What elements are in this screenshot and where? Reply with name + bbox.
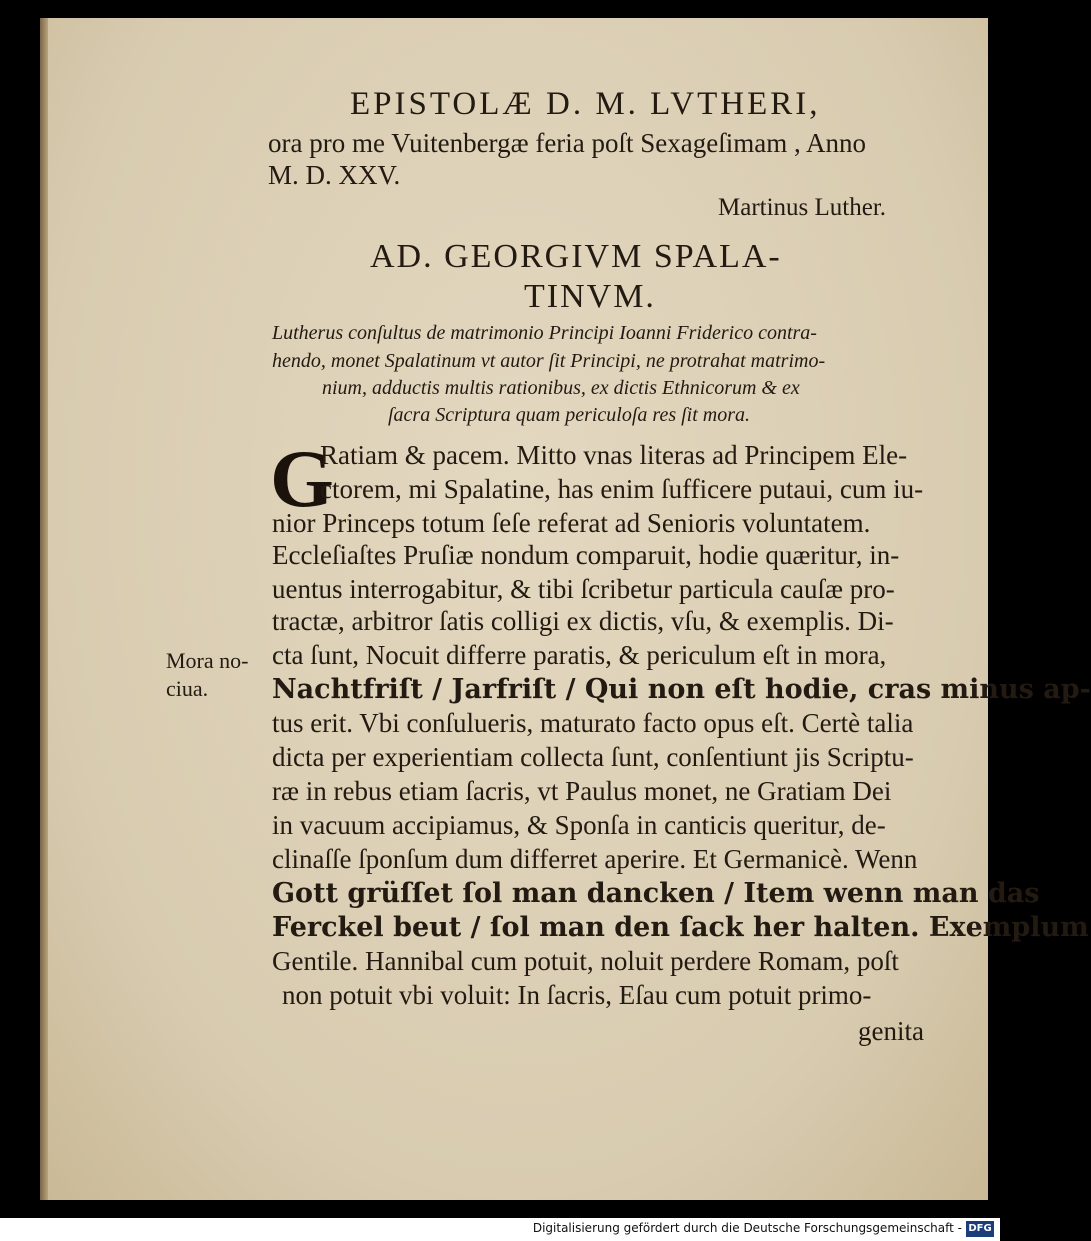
margin-note: ciua. (166, 676, 209, 701)
letter-title: TINVM. (524, 278, 656, 315)
body-line: in vacuum accipiamus, & Sponſa in canticis queritur, de- (272, 810, 886, 840)
body-line: tractæ, arbitror ſatis colligi ex dictis, vſu, & exemplis. Di- (272, 606, 894, 636)
body-line: ctorem, mi Spalatine, has enim ſufficere putaui, cum iu- (320, 474, 924, 504)
body-line: nior Princeps totum ſeſe referat ad Senioris voluntatem. (272, 508, 871, 538)
body-line: clinaſſe ſponſum dum differret aperire. Et Germanicè. Wenn (272, 844, 918, 874)
body-line: Nachtfriſt / Jarfriſt / Qui non eſt hodie, cras minus ap- (272, 674, 1091, 705)
summary-line: hendo, monet Spalatinum vt autor ſit Principi, ne protrahat matrimo- (272, 350, 826, 372)
catchword: genita (858, 1016, 924, 1046)
footer-bar (0, 1218, 1000, 1241)
drop-cap: G (270, 433, 334, 524)
margin-note: Mora no- (166, 648, 249, 673)
summary-line: ſacra Scriptura quam periculoſa res ſit mora. (388, 404, 751, 426)
body-line: non potuit vbi voluit: In ſacris, Eſau cum potuit primo- (282, 980, 872, 1010)
body-line: Eccleſiaſtes Pruſiæ nondum comparuit, hodie quæritur, in- (272, 540, 900, 570)
dfg-logo-icon: DFG (966, 1221, 994, 1237)
body-line: ræ in rebus etiam ſacris, vt Paulus monet, ne Gratiam Dei (272, 776, 892, 806)
signature: Martinus Luther. (718, 194, 887, 221)
opening-line: ora pro me Vuitenbergæ feria poſt Sexageſimam , Anno (268, 128, 866, 158)
opening-line: M. D. XXV. (268, 160, 401, 190)
body-line: Ferckel beut / ſol man den ſack her halten. Exemplum (272, 912, 1089, 943)
summary-line: Lutherus conſultus de matrimonio Principi Ioanni Friderico contra- (272, 322, 817, 344)
body-line: Gentile. Hannibal cum potuit, noluit perdere Romam, poſt (272, 946, 899, 976)
body-line: Gott grüſſet ſol man dancken / Item wenn man das (272, 878, 1040, 909)
body-line: tus erit. Vbi conſulueris, maturato facto opus eſt. Certè talia (272, 708, 914, 738)
running-head: EPISTOLÆ D. M. LVTHERI, (350, 86, 821, 122)
body-line: dicta per experientiam collecta ſunt, conſentiunt jis Scriptu- (272, 742, 914, 772)
summary-line: nium, adductis multis rationibus, ex dictis Ethnicorum & ex (322, 377, 800, 399)
page-binding-edge (40, 18, 48, 1200)
body-line: uentus interrogabitur, & tibi ſcribetur particula cauſæ pro- (272, 574, 895, 604)
body-line: cta ſunt, Nocuit differre paratis, & periculum eſt in mora, (272, 640, 887, 670)
letter-title: AD. GEORGIVM SPALA- (370, 238, 782, 275)
body-line: Ratiam & pacem. Mitto vnas literas ad Principem Ele- (320, 440, 908, 470)
footer-credit: Digitalisierung gefördert durch die Deutsche Forschungsgemeinschaft - (532, 1221, 962, 1235)
